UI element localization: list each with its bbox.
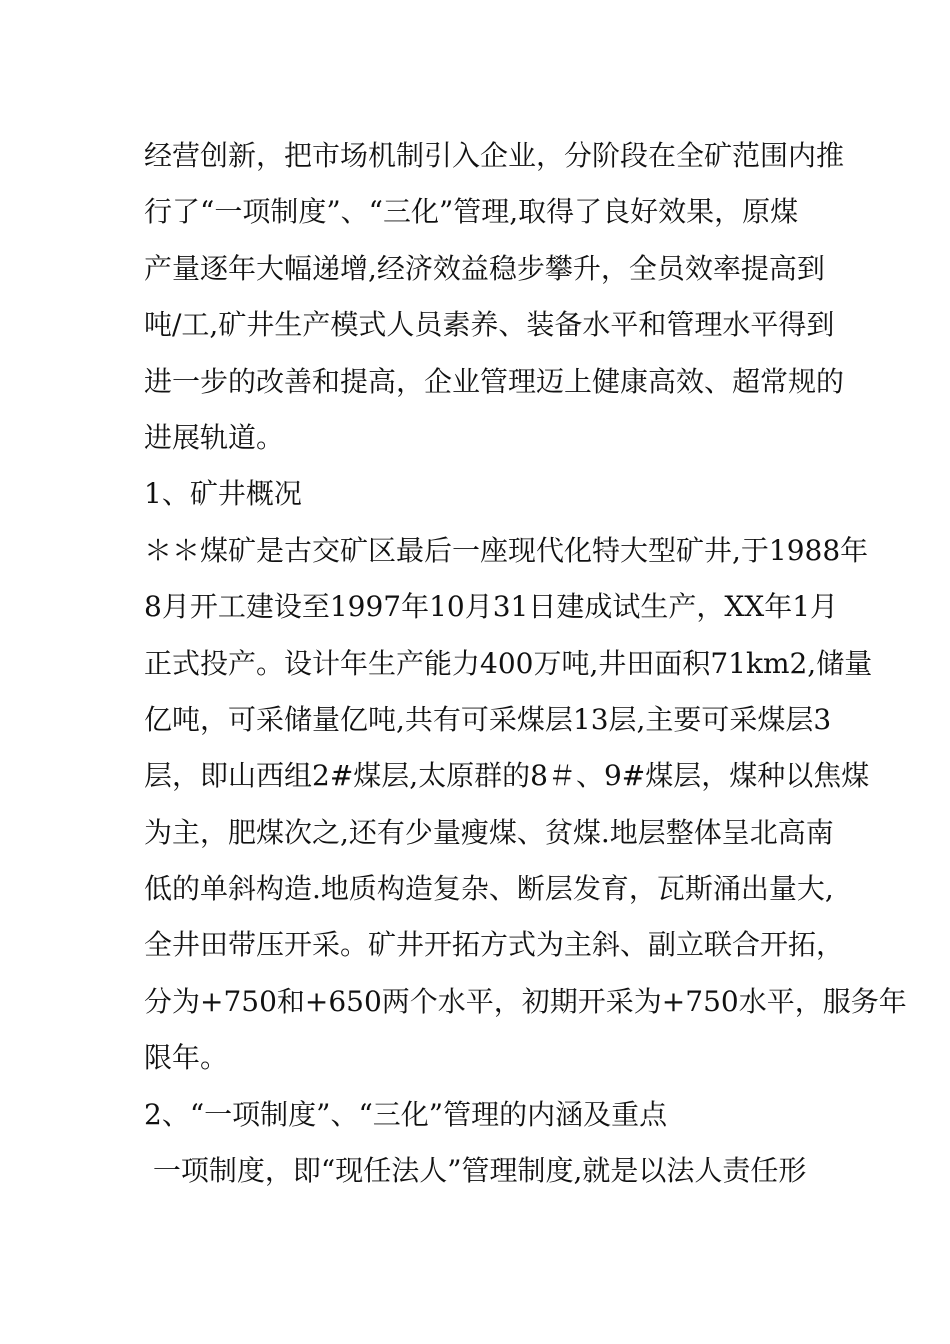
paragraph-line: 为主，肥煤次之,还有少量瘦煤、贫煤.地层整体呈北高南 xyxy=(144,815,834,849)
paragraph-line: ＊＊煤矿是古交矿区最后一座现代化特大型矿井,于1988年 xyxy=(144,533,869,567)
paragraph-line: 低的单斜构造.地质构造复杂、断层发育，瓦斯涌出量大, xyxy=(144,872,834,906)
paragraph-line: 产量逐年大幅递增,经济效益稳步攀升，全员效率提高到 xyxy=(144,251,825,285)
body-text xyxy=(144,128,907,1199)
section-heading: 1、矿井概况 xyxy=(144,477,302,511)
section-heading: 2、“一项制度”、“三化”管理的内涵及重点 xyxy=(144,1097,668,1131)
paragraph-line: 经营创新，把市场机制引入企业，分阶段在全矿范围内推 xyxy=(144,139,845,172)
paragraph-line: 层，即山西组2#煤层,太原群的8＃、9#煤层，煤种以焦煤 xyxy=(144,759,870,793)
paragraph-line: 正式投产。设计年生产能力400万吨,井田面积71km2,储量 xyxy=(144,646,873,680)
paragraph-line: 行了“一项制度”、“三化”管理,取得了良好效果，原煤 xyxy=(144,195,799,229)
paragraph-line: 进一步的改善和提高，企业管理迈上健康高效、超常规的 xyxy=(144,364,845,398)
paragraph-line: 限年。 xyxy=(144,1041,229,1075)
paragraph-line: 亿吨，可采储量亿吨,共有可采煤层13层,主要可采煤层3 xyxy=(144,702,832,736)
paragraph-line: 吨/工,矿井生产模式人员素养、装备水平和管理水平得到 xyxy=(144,308,835,342)
paragraph-line: 分为+750和+650两个水平，初期开采为+750水平，服务年 xyxy=(144,984,907,1018)
paragraph-line: 8月开工建设至1997年10月31日建成试生产，XX年1月 xyxy=(144,590,839,624)
paragraph-line: 一项制度，即“现任法人”管理制度,就是以法人责任形 xyxy=(144,1154,807,1188)
paragraph-line: 进展轨道。 xyxy=(144,420,285,454)
paragraph-line: 全井田带压开采。矿井开拓方式为主斜、副立联合开拓， xyxy=(144,928,845,962)
